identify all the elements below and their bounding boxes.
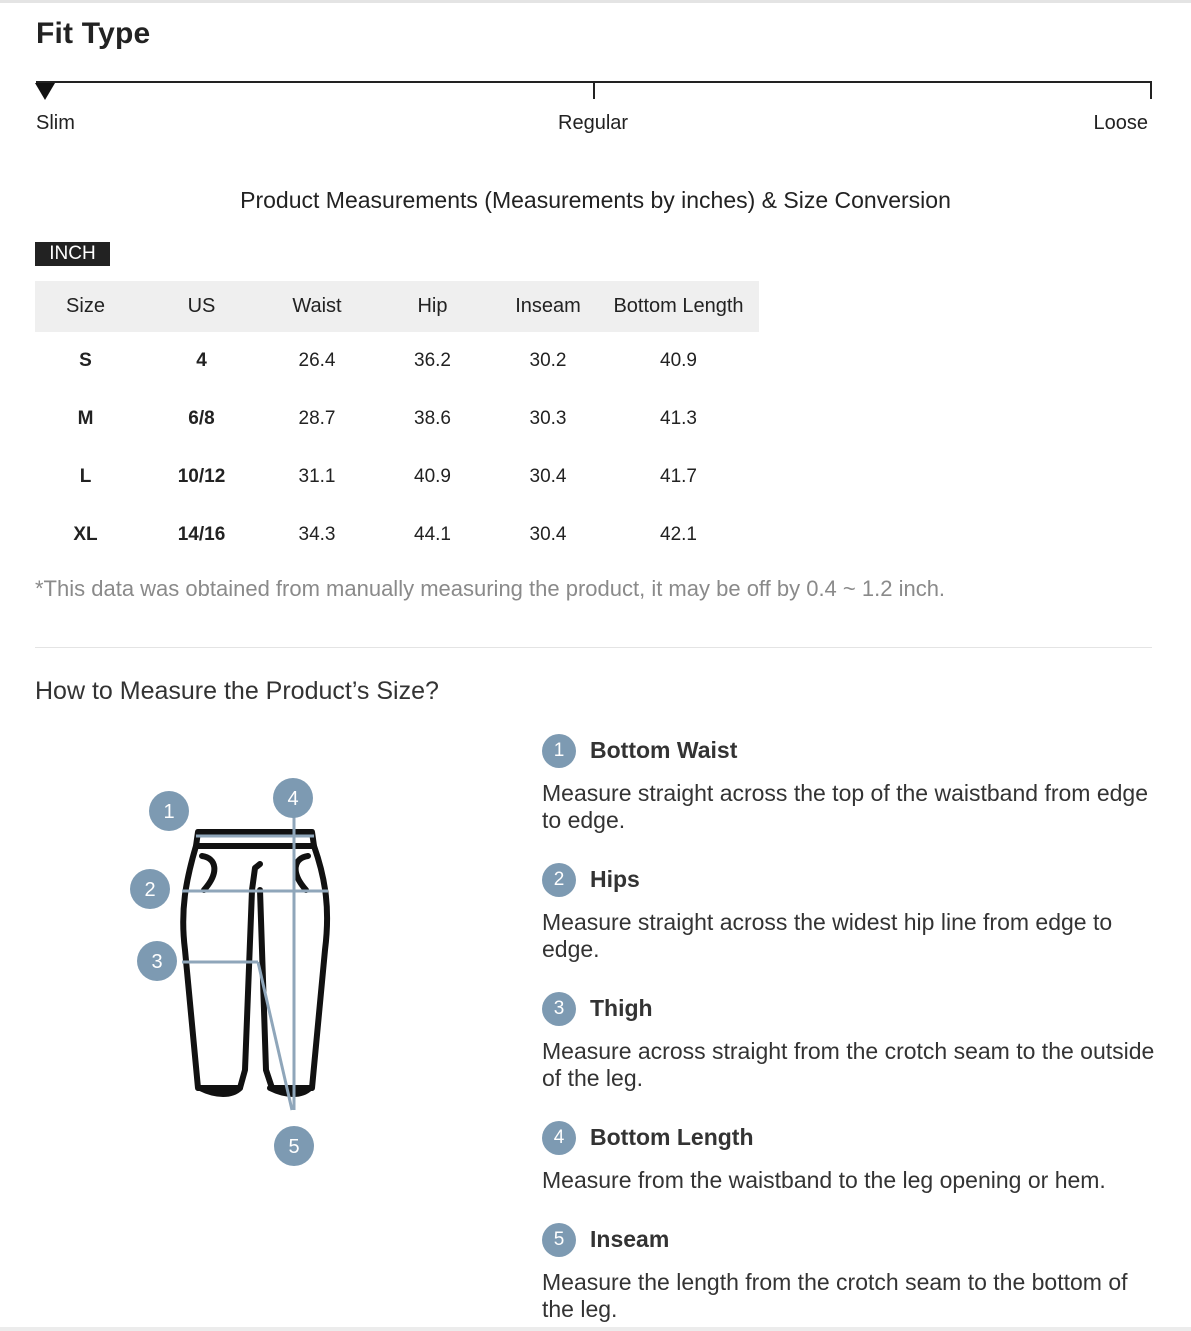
fit-type-title: Fit Type: [36, 17, 151, 50]
measure-step-header: [542, 863, 1162, 895]
table-cell: 14/16: [177, 524, 226, 545]
measurements-title: Product Measurements (Measurements by inches) & Size Conversion: [240, 187, 951, 213]
table-header-cell: Bottom Length: [598, 281, 759, 332]
pants-waistband-shape: [196, 832, 314, 846]
size-table: [35, 281, 759, 564]
measure-step: [542, 734, 1162, 834]
table-header-cell: Waist: [267, 281, 367, 332]
table-cell: 10/12: [177, 466, 226, 487]
measure-step: [542, 1223, 1162, 1323]
table-row: [35, 448, 759, 506]
measure-step-header: [542, 1223, 1162, 1255]
diagram-marker-4-label: 4: [287, 788, 299, 810]
step-description: Measure the length from the crotch seam to the bottom of the leg.: [542, 1269, 1128, 1322]
pants-left-pocket-shape: [202, 856, 214, 890]
table-cell: XL: [73, 524, 98, 545]
step-description: Measure from the waistband to the leg opening or hem.: [542, 1167, 1106, 1193]
table-cell: 40.9: [660, 350, 697, 371]
table-cell: 38.6: [414, 408, 451, 429]
measure-step: [542, 863, 1162, 963]
table-cell: 41.7: [660, 466, 697, 487]
table-cell: 30.2: [529, 350, 567, 371]
table-cell: 40.9: [414, 466, 451, 487]
step-number-badge: 3: [542, 992, 576, 1026]
measure-step-header: [542, 992, 1162, 1024]
unit-badge: INCH: [35, 242, 110, 266]
table-row: [35, 332, 759, 390]
diagram-marker-3-label: 3: [151, 951, 163, 973]
table-cell: M: [77, 408, 94, 429]
table-header-cell: US: [136, 281, 267, 332]
step-title: Bottom Waist: [590, 737, 738, 763]
diagram-marker-2-label: 2: [144, 879, 156, 901]
step-number-badge: 1: [542, 734, 576, 768]
table-cell: 44.1: [414, 524, 451, 545]
table-header-cell: Inseam: [498, 281, 598, 332]
pants-right-pocket-shape: [296, 856, 308, 890]
table-header-row: [35, 281, 759, 332]
table-cell: 36.2: [414, 350, 451, 371]
how-to-measure-title: How to Measure the Product’s Size?: [35, 677, 439, 705]
table-row: [35, 390, 759, 448]
fit-label-loose: Loose: [1093, 112, 1148, 134]
step-description: Measure across straight from the crotch seam to the outside of the leg.: [542, 1038, 1155, 1091]
fit-scale-tick-loose: [1150, 81, 1152, 99]
step-number-badge: 5: [542, 1223, 576, 1257]
table-cell: L: [79, 466, 92, 487]
measure-step-header: [542, 1121, 1162, 1153]
table-cell: 26.4: [298, 350, 336, 371]
table-row: [35, 506, 759, 564]
step-title: Bottom Length: [590, 1124, 754, 1150]
table-cell: 41.3: [660, 408, 697, 429]
table-cell: 30.3: [529, 408, 567, 429]
step-title: Inseam: [590, 1226, 670, 1252]
table-cell: S: [79, 350, 92, 371]
step-description: Measure straight across the widest hip line from edge to edge.: [542, 909, 1113, 962]
table-header-cell: Size: [35, 281, 136, 332]
pants-diagram-icon: [120, 770, 350, 1170]
diagram-marker-1-label: 1: [163, 801, 175, 823]
section-divider: [35, 647, 1152, 648]
table-cell: 34.3: [298, 524, 336, 545]
step-title: Hips: [590, 866, 640, 892]
step-number-badge: 4: [542, 1121, 576, 1155]
fit-scale: [36, 81, 1152, 101]
table-cell: 6/8: [188, 408, 215, 429]
top-border: [0, 0, 1191, 3]
measure-step-header: [542, 734, 1162, 766]
diagram-marker-5-label: 5: [288, 1136, 300, 1158]
table-cell: 42.1: [660, 524, 697, 545]
bottom-border: [0, 1327, 1191, 1331]
table-cell: 4: [196, 350, 207, 371]
step-description: Measure straight across the top of the waistband from edge to edge.: [542, 780, 1148, 833]
step-title: Thigh: [590, 995, 653, 1021]
triangle-down-icon: [35, 83, 55, 100]
measurement-note: *This data was obtained from manually measuring the product, it may be off by 0.4 ~ 1.2 inch.: [35, 576, 946, 601]
measure-step: [542, 1121, 1162, 1194]
table-cell: 28.7: [298, 408, 336, 429]
table-cell: 30.4: [529, 466, 567, 487]
fit-label-regular: Regular: [558, 112, 629, 134]
table-header-cell: Hip: [367, 281, 498, 332]
fit-label-slim: Slim: [36, 112, 75, 134]
pants-left-leg-shape: [183, 846, 260, 1088]
measure-step: [542, 992, 1162, 1092]
table-cell: 30.4: [529, 524, 567, 545]
step-number-badge: 2: [542, 863, 576, 897]
table-cell: 31.1: [298, 466, 336, 487]
fit-scale-tick-regular: [593, 81, 595, 99]
